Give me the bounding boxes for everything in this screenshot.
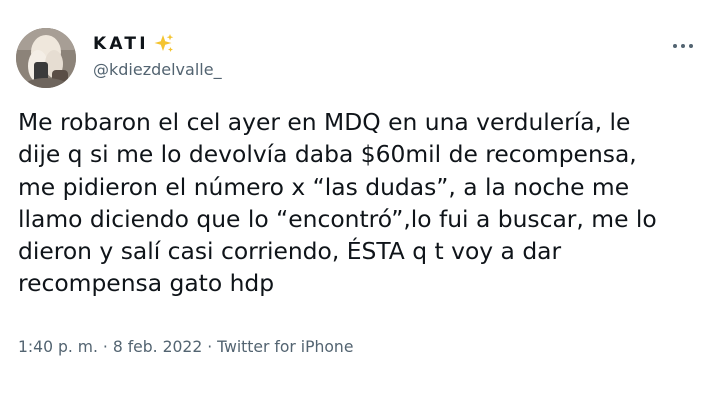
display-name-row [93, 33, 175, 55]
tweet-text-line: dieron y salí casi corriendo, ÉSTA q t voy a dar [18, 237, 562, 266]
avatar[interactable] [16, 28, 76, 88]
more-options-icon[interactable] [672, 38, 694, 48]
meta-separator: · [202, 338, 218, 356]
display-name[interactable]: KATI [93, 34, 149, 54]
tweet-source[interactable]: Twitter for iPhone [217, 338, 354, 356]
tweet-text-line: llamo diciendo que lo “encontró”,lo fui a buscar, me lo [18, 204, 657, 233]
tweet-text [18, 106, 708, 300]
avatar-image [16, 28, 76, 88]
tweet-meta [18, 338, 353, 356]
tweet-text-line: Me robaron el cel ayer en MDQ en una verdulería, le [18, 108, 631, 136]
tweet-text-line: me pidieron el número x “las dudas”, a la noche me [18, 172, 630, 201]
sparkles-icon [153, 33, 175, 55]
meta-separator: · [97, 338, 113, 356]
tweet-text-line: dije q si me lo devolvía daba $60mil de recompensa, [18, 140, 637, 169]
tweet-date[interactable]: 8 feb. 2022 [112, 338, 203, 356]
tweet-text-line: recompensa gato hdp [18, 269, 275, 298]
username[interactable]: @kdiezdelvalle_ [93, 60, 222, 79]
tweet-time[interactable]: 1:40 p. m. [18, 338, 98, 356]
